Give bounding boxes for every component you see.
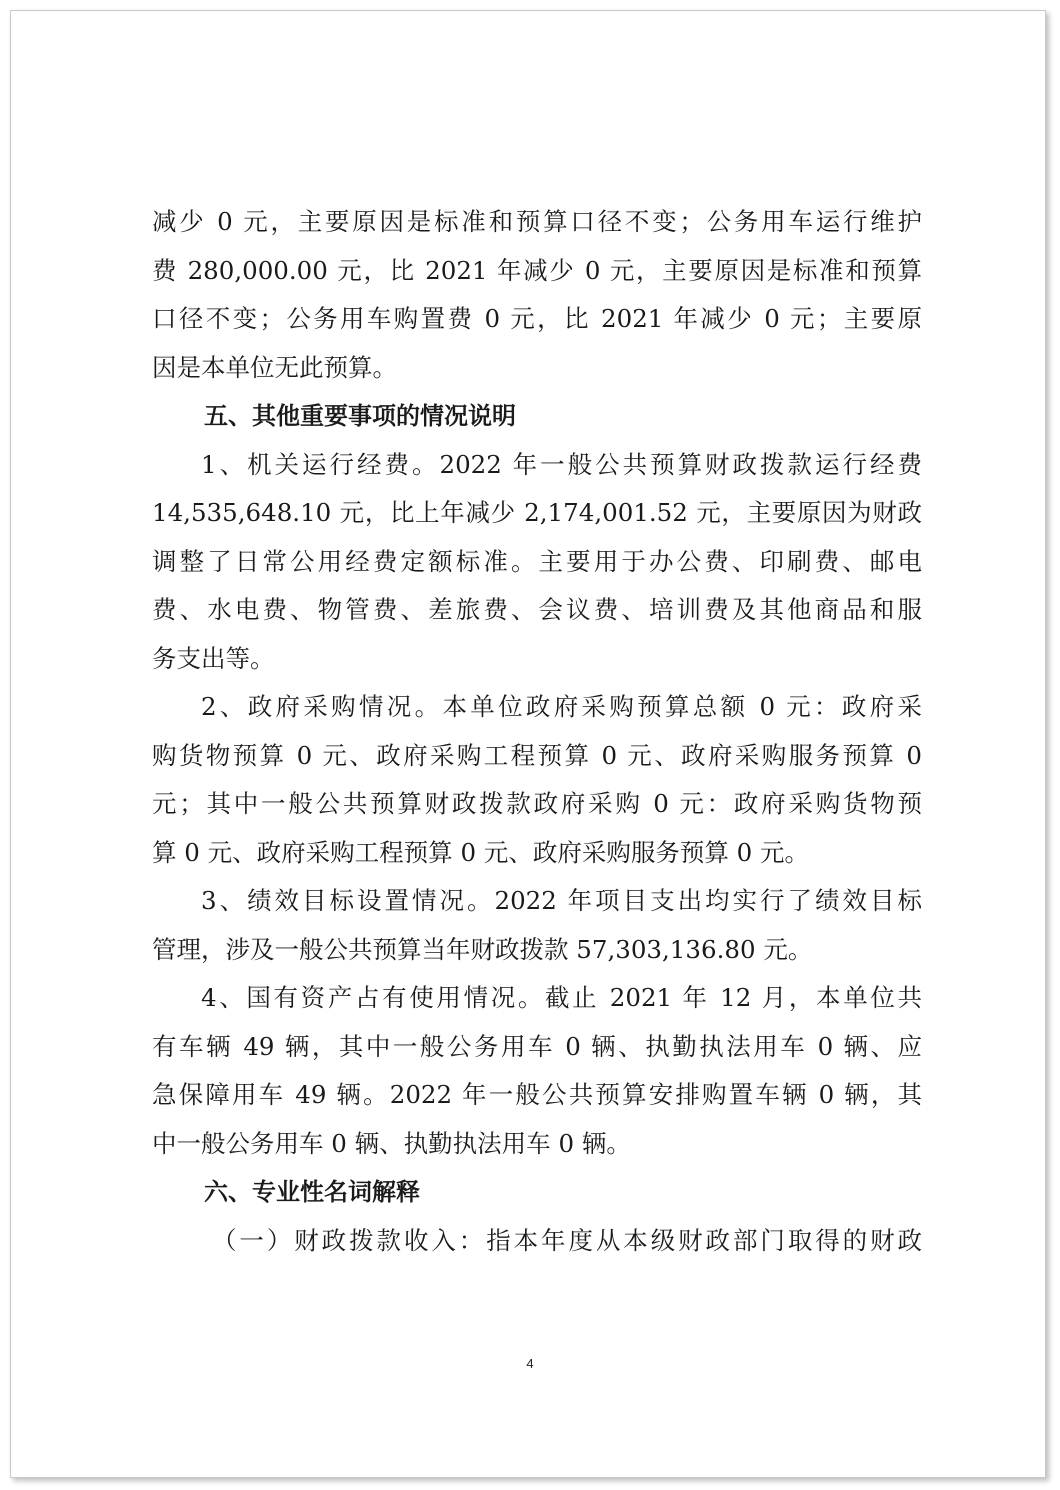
document-body (152, 198, 922, 1265)
body-line: 口径不变；公务用车购置费 0 元，比 2021 年减少 0 元；主要原 (152, 304, 922, 333)
paragraph-2-line: 算 0 元、政府采购工程预算 0 元、政府采购服务预算 0 元。 (152, 837, 809, 867)
paragraph-4-line: 急保障用车 49 辆。2022 年一般公共预算安排购置车辆 0 辆，其 (152, 1080, 922, 1109)
paragraph-1-line: 1、机关运行经费。2022 年一般公共预算财政拨款运行经费 (201, 449, 922, 479)
definition-line: （一）财政拨款收入：指本年度从本级财政部门取得的财政 (212, 1225, 922, 1255)
paragraph-3-line: 3、绩效目标设置情况。2022 年项目支出均实行了绩效目标 (201, 886, 922, 915)
paragraph-4-line: 4、国有资产占有使用情况。截止 2021 年 12 月，本单位共 (201, 983, 922, 1012)
body-line: 因是本单位无此预算。 (152, 352, 397, 382)
paragraph-3-line: 管理，涉及一般公共预算当年财政拨款 57,303,136.80 元。 (152, 934, 813, 964)
paragraph-1-line: 调整了日常公用经费定额标准。主要用于办公费、印刷费、邮电 (152, 546, 922, 576)
paragraph-2-line: 2、政府采购情况。本单位政府采购预算总额 0 元：政府采 (201, 692, 922, 721)
paragraph-2-line: 购货物预算 0 元、政府采购工程预算 0 元、政府采购服务预算 0 (152, 740, 922, 770)
paragraph-1-line: 务支出等。 (152, 643, 275, 673)
paragraph-1-line: 费、水电费、物管费、差旅费、会议费、培训费及其他商品和服 (152, 595, 922, 624)
paragraph-4-line: 有车辆 49 辆，其中一般公务用车 0 辆、执勤执法用车 0 辆、应 (152, 1031, 922, 1061)
page-number: 4 (526, 1356, 534, 1371)
paragraph-4-line: 中一般公务用车 0 辆、执勤执法用车 0 辆。 (152, 1128, 631, 1158)
paragraph-2-line: 元；其中一般公共预算财政拨款政府采购 0 元：政府采购货物预 (152, 789, 922, 818)
paragraph-1-line: 14,535,648.10 元，比上年减少 2,174,001.52 元，主要原因为财政 (152, 498, 922, 527)
body-line: 减少 0 元，主要原因是标准和预算口径不变；公务用车运行维护 (152, 207, 922, 236)
section-heading-6: 六、专业性名词解释 (204, 1178, 420, 1206)
body-line: 费 280,000.00 元，比 2021 年减少 0 元，主要原因是标准和预算 (152, 255, 922, 285)
section-heading-5: 五、其他重要事项的情况说明 (204, 402, 516, 430)
